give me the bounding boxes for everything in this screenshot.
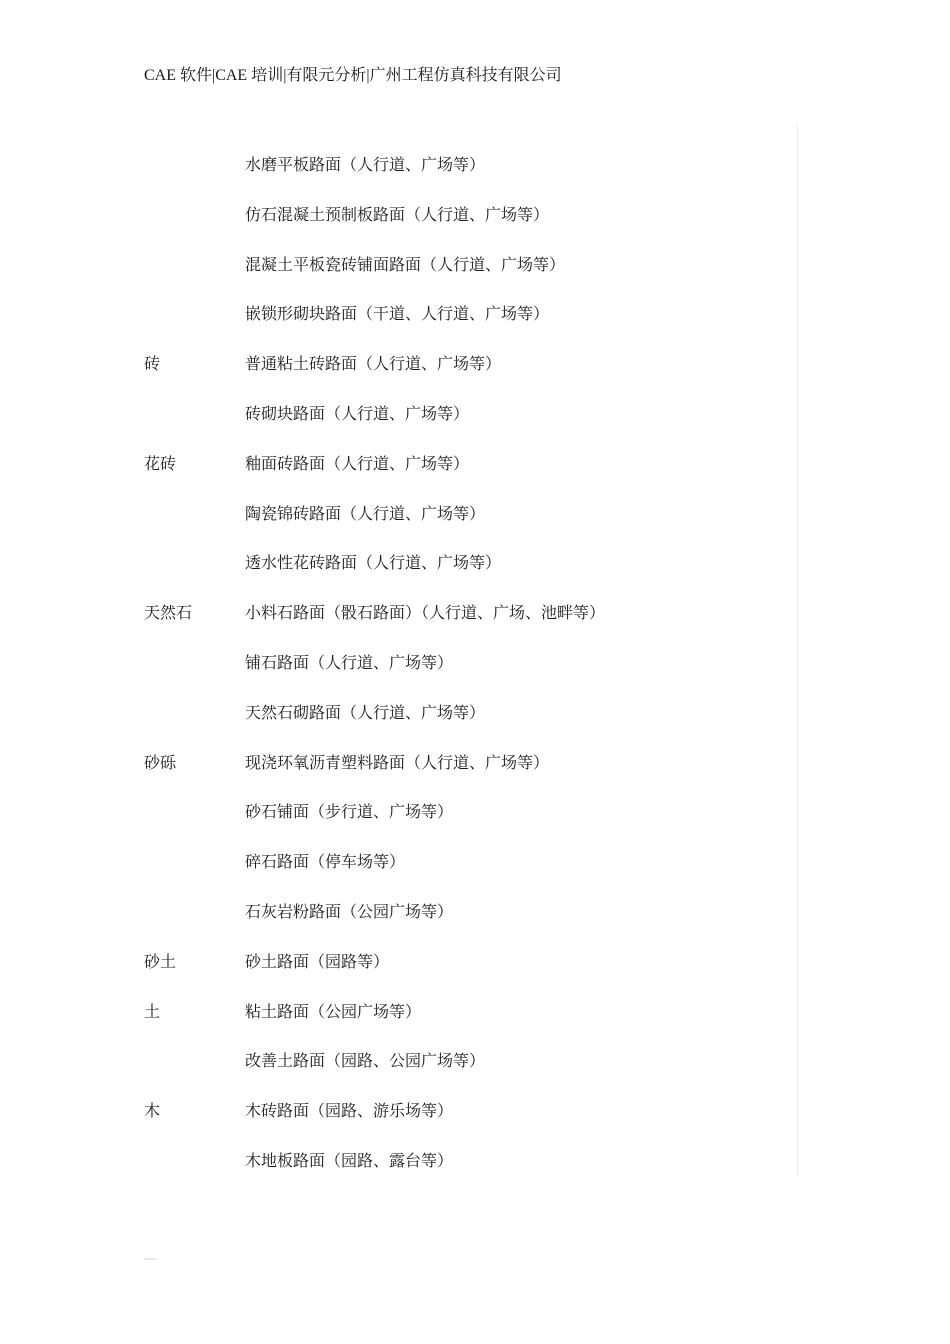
pavement-item: 改善土路面（园路、公园广场等） (245, 1051, 486, 1071)
category-label: 花砖 (144, 453, 177, 473)
pavement-item: 砖砌块路面（人行道、广场等） (245, 403, 470, 423)
pavement-item: 混凝土平板瓷砖铺面路面（人行道、广场等） (245, 254, 566, 274)
pavement-item: 釉面砖路面（人行道、广场等） (245, 453, 470, 473)
list-item (144, 750, 784, 800)
pavement-item: 透水性花砖路面（人行道、广场等） (245, 553, 502, 573)
category-label: 砂土 (144, 951, 177, 971)
pavement-item: 木砖路面（园路、游乐场等） (245, 1101, 454, 1121)
category-label: 木 (144, 1101, 161, 1121)
margin-rule (797, 124, 798, 1176)
footer-mark (144, 1258, 156, 1260)
pavement-item: 嵌锁形砌块路面（干道、人行道、广场等） (245, 304, 550, 324)
category-label: 砂砾 (144, 752, 177, 772)
pavement-item: 天然石砌路面（人行道、广场等） (245, 702, 486, 722)
list-item (144, 650, 784, 700)
list-item (144, 351, 784, 401)
list-item (144, 202, 784, 252)
pavement-item: 水磨平板路面（人行道、广场等） (245, 155, 486, 174)
category-label: 砖 (144, 354, 161, 374)
pavement-item: 粘土路面（公园广场等） (245, 1001, 422, 1021)
list-item (144, 899, 784, 949)
list-item (144, 451, 784, 501)
list-item (144, 949, 784, 999)
pavement-item: 普通粘土砖路面（人行道、广场等） (245, 354, 502, 374)
pavement-item: 砂石铺面（步行道、广场等） (245, 802, 454, 822)
category-label: 土 (144, 1001, 161, 1021)
list-item (144, 849, 784, 899)
list-item (144, 1048, 784, 1098)
list-item (144, 501, 784, 551)
pavement-item: 陶瓷锦砖路面（人行道、广场等） (245, 503, 486, 523)
list-item (144, 550, 784, 600)
category-label: 天然石 (144, 603, 193, 623)
pavement-item: 砂土路面（园路等） (245, 951, 390, 971)
list-item (144, 401, 784, 451)
pavement-item: 木地板路面（园路、露台等） (245, 1150, 454, 1170)
list-item (144, 1148, 784, 1198)
pavement-item: 碎石路面（停车场等） (245, 852, 406, 872)
list-item (144, 600, 784, 650)
list-item (144, 152, 784, 202)
pavement-list (144, 152, 784, 1198)
list-item (144, 1098, 784, 1148)
list-item (144, 799, 784, 849)
pavement-item: 仿石混凝土预制板路面（人行道、广场等） (245, 204, 550, 224)
page-header: CAE 软件|CAE 培训|有限元分析|广州工程仿真科技有限公司 (144, 67, 562, 84)
pavement-item: 石灰岩粉路面（公园广场等） (245, 901, 454, 921)
pavement-item: 小料石路面（骰石路面）（人行道、广场、池畔等） (245, 603, 606, 623)
pavement-item: 现浇环氧沥青塑料路面（人行道、广场等） (245, 752, 550, 772)
pavement-item: 铺石路面（人行道、广场等） (245, 652, 454, 672)
list-item (144, 999, 784, 1049)
list-item (144, 301, 784, 351)
list-item (144, 700, 784, 750)
list-item (144, 252, 784, 302)
